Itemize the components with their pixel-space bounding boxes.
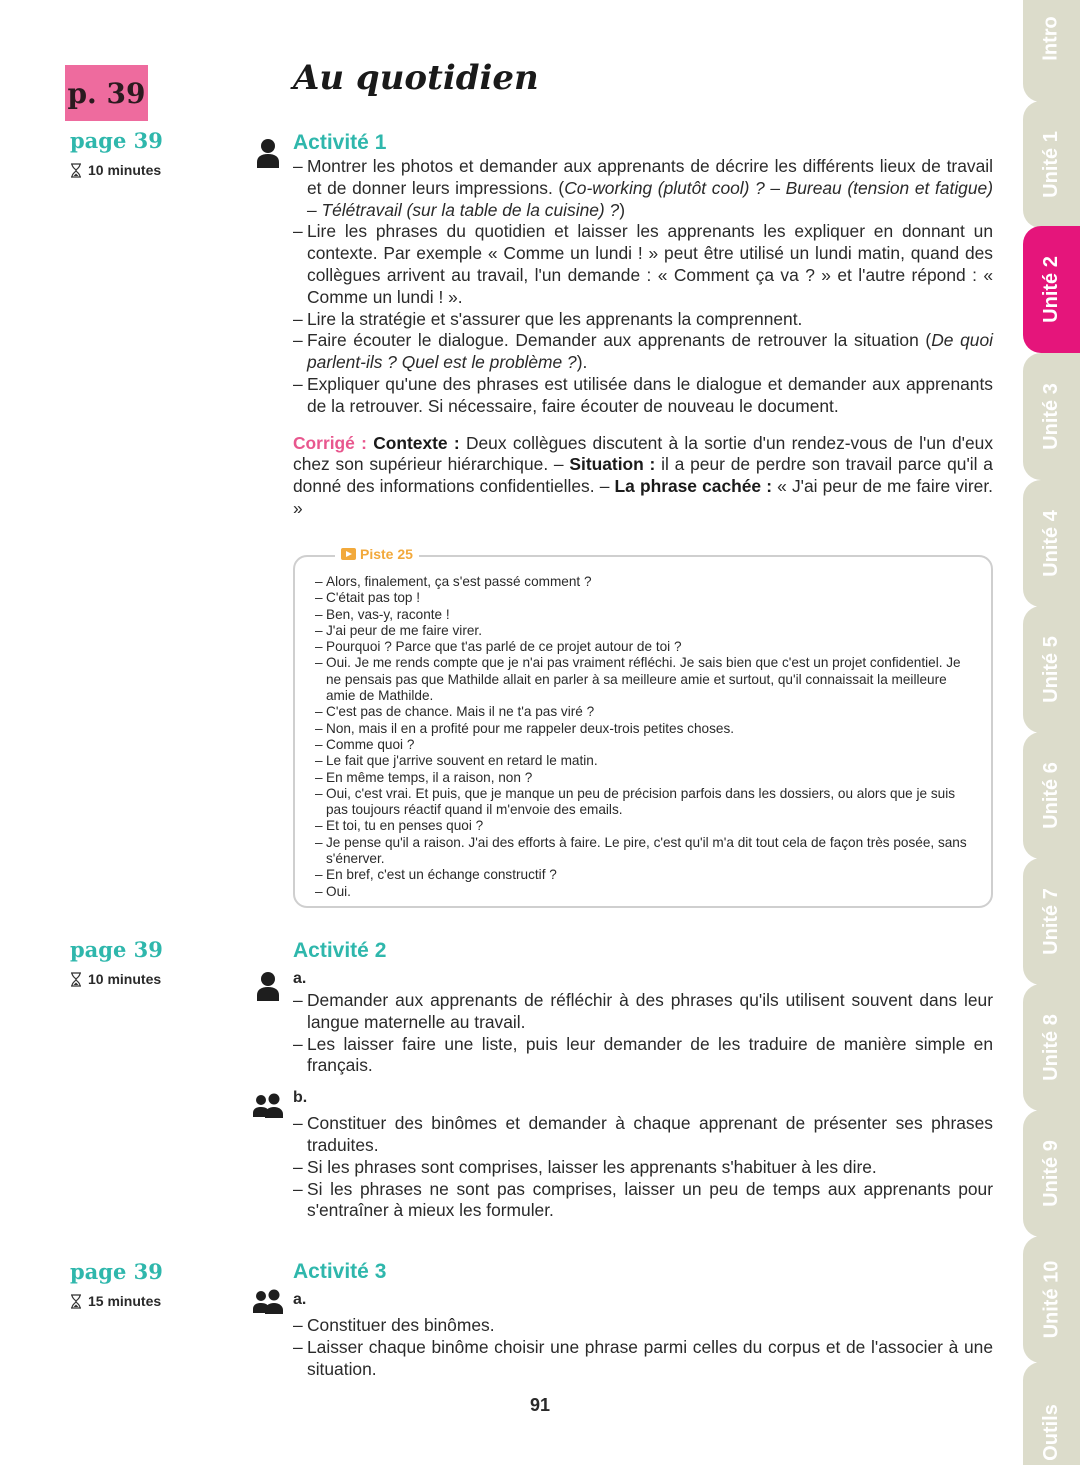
transcript-line: – En même temps, il a raison, non ?	[315, 770, 971, 786]
pair-icon	[252, 1289, 284, 1315]
tab-unite-7[interactable]: Unité 7	[1023, 858, 1080, 985]
tab-unite-1[interactable]: Unité 1	[1023, 101, 1080, 228]
page-ref: page 39	[70, 1259, 163, 1284]
activity-2	[293, 938, 993, 1222]
page-reference-badge: p. 39	[65, 65, 148, 121]
list-item: – Laisser chaque binôme choisir une phrase parmi celles du corpus et de l'associer à une situation.	[293, 1337, 993, 1381]
tab-outils[interactable]: Outils	[1023, 1362, 1080, 1465]
tab-unite-3[interactable]: Unité 3	[1023, 353, 1080, 480]
unit-tabs	[1023, 0, 1080, 1465]
tab-unite-4[interactable]: Unité 4	[1023, 480, 1080, 607]
activity-1	[293, 130, 993, 520]
activity-1-meta	[70, 128, 163, 178]
transcript-line: – Le fait que j'arrive souvent en retard le matin.	[315, 753, 971, 769]
list-item: – Demander aux apprenants de réfléchir à des phrases qu'ils utilisent souvent dans leur langue maternelle au travail.	[293, 990, 993, 1034]
transcript-line: – Oui. Je me rends compte que je n'ai pas vraiment réfléchi. Je sais bien que c'est un projet confidentiel. Je ne pensais pas que Mathilde allait en parler à sa meilleure amie et surtout, qu'il connaissait la meilleure amie de Mathilde.	[315, 655, 971, 704]
page-ref: page 39	[70, 937, 163, 962]
tab-unite-2[interactable]: Unité 2	[1023, 226, 1080, 353]
hourglass-icon	[70, 163, 82, 178]
transcript-line: – Non, mais il en a profité pour me rappeler deux-trois petites choses.	[315, 721, 971, 737]
list-item: – Les laisser faire une liste, puis leur demander de les traduire de manière simple en français.	[293, 1034, 993, 1078]
transcript-line: – Pourquoi ? Parce que t'as parlé de ce projet autour de toi ?	[315, 639, 971, 655]
transcript-line: – Je pense qu'il a raison. J'ai des efforts à faire. Le pire, c'est qu'il m'a dit tout cela de façon très posée, sans s'énerver.	[315, 835, 971, 868]
tab-unite-8[interactable]: Unité 8	[1023, 984, 1080, 1111]
list-item: – Constituer des binômes et demander à chaque apprenant de présenter ses phrases traduites.	[293, 1113, 993, 1157]
list-item: – Si les phrases sont comprises, laisser les apprenants s'habituer à les dire.	[293, 1157, 993, 1179]
transcript-line: – Oui, c'est vrai. Et puis, que je manque un peu de précision parfois dans les dossiers, ou alors que je suis pas toujours réactif quand il m'envoie des emails.	[315, 786, 971, 819]
instruction-list	[293, 156, 993, 418]
list-item: – Faire écouter le dialogue. Demander aux apprenants de retrouver la situation (De quoi parlent-ils ? Quel est le problème ?).	[293, 330, 993, 374]
part-label: a.	[293, 970, 307, 987]
part-label: a.	[293, 1291, 307, 1308]
instruction-list	[293, 1315, 993, 1380]
part-label: b.	[293, 1089, 308, 1107]
activity-3-meta	[70, 1259, 163, 1309]
audio-transcript-box	[293, 546, 993, 908]
audio-track-label[interactable]: Piste 25	[335, 546, 419, 562]
duration	[70, 971, 163, 987]
list-item: – Expliquer qu'une des phrases est utilisée dans le dialogue et demander aux apprenants de la retrouver. Si nécessaire, faire écouter de nouveau le document.	[293, 374, 993, 418]
list-item: – Montrer les photos et demander aux apprenants de décrire les différents lieux de travail et de donner leurs impressions. (Co-working (plutôt cool) ? – Bureau (tension et fatigue) – Télétravail (sur la table de la cuisine) ?)	[293, 156, 993, 221]
transcript-lines	[315, 574, 971, 900]
tab-unite-9[interactable]: Unité 9	[1023, 1110, 1080, 1237]
duration	[70, 1293, 163, 1309]
instruction-list	[293, 990, 993, 1077]
answer-key: Corrigé : Contexte : Deux collègues discutent à la sortie d'un rendez-vous de l'un d'eux chez son supérieur hiérarchique. – Situation : il a peur de perdre son travail parce qu'il a donné des informations confidentielles. – La phrase cachée : « J'ai peur de me faire virer. »	[293, 432, 994, 518]
transcript-line: – En bref, c'est un échange constructif ?	[315, 867, 971, 883]
pair-icon	[252, 1093, 284, 1119]
list-item: – Si les phrases ne sont pas comprises, laisser un peu de temps aux apprenants pour s'entraîner à mieux les formuler.	[293, 1179, 993, 1223]
hourglass-icon	[70, 972, 82, 987]
list-item: – Lire la stratégie et s'assurer que les apprenants la comprennent.	[293, 309, 993, 331]
page-title: Au quotidien	[293, 58, 539, 98]
tab-unite-10[interactable]: Unité 10	[1023, 1236, 1080, 1363]
duration-text: 10 minutes	[88, 971, 162, 987]
tab-unite-5[interactable]: Unité 5	[1023, 606, 1080, 733]
duration-text: 10 minutes	[88, 162, 162, 178]
activity-3	[293, 1259, 993, 1380]
instruction-list	[293, 1113, 993, 1222]
hourglass-icon	[70, 1294, 82, 1309]
transcript-line: – Alors, finalement, ça s'est passé comment ?	[315, 574, 971, 590]
page-number: 91	[529, 1395, 551, 1415]
activity-2-meta	[70, 937, 163, 987]
duration-text: 15 minutes	[88, 1293, 162, 1309]
person-icon	[255, 971, 281, 1003]
person-icon	[255, 138, 281, 170]
transcript-line: – J'ai peur de me faire virer.	[315, 623, 971, 639]
page-ref: page 39	[70, 128, 163, 153]
tab-intro[interactable]: Intro	[1023, 0, 1080, 102]
duration	[70, 162, 163, 178]
play-icon[interactable]	[341, 548, 356, 560]
list-item: – Lire les phrases du quotidien et laisser les apprenants les expliquer en donnant un contexte. Par exemple « Comme un lundi ! » peut être utilisé un lundi matin, quand des collègues arrivent au travail, l'un demande : « Comment ça va ? » et l'autre répond : « Comme un lundi ! ».	[293, 221, 993, 308]
transcript-line: – Oui.	[315, 884, 971, 900]
transcript-line: – C'est pas de chance. Mais il ne t'a pas viré ?	[315, 704, 971, 720]
transcript-line: – C'était pas top !	[315, 590, 971, 606]
transcript-line: – Et toi, tu en penses quoi ?	[315, 818, 971, 834]
activity-title: Activité 3	[293, 1260, 387, 1283]
activity-title: Activité 2	[293, 939, 387, 962]
transcript-line: – Comme quoi ?	[315, 737, 971, 753]
activity-title: Activité 1	[293, 131, 387, 154]
transcript-line: – Ben, vas-y, raconte !	[315, 607, 971, 623]
tab-unite-6[interactable]: Unité 6	[1023, 732, 1080, 859]
list-item: – Constituer des binômes.	[293, 1315, 993, 1337]
